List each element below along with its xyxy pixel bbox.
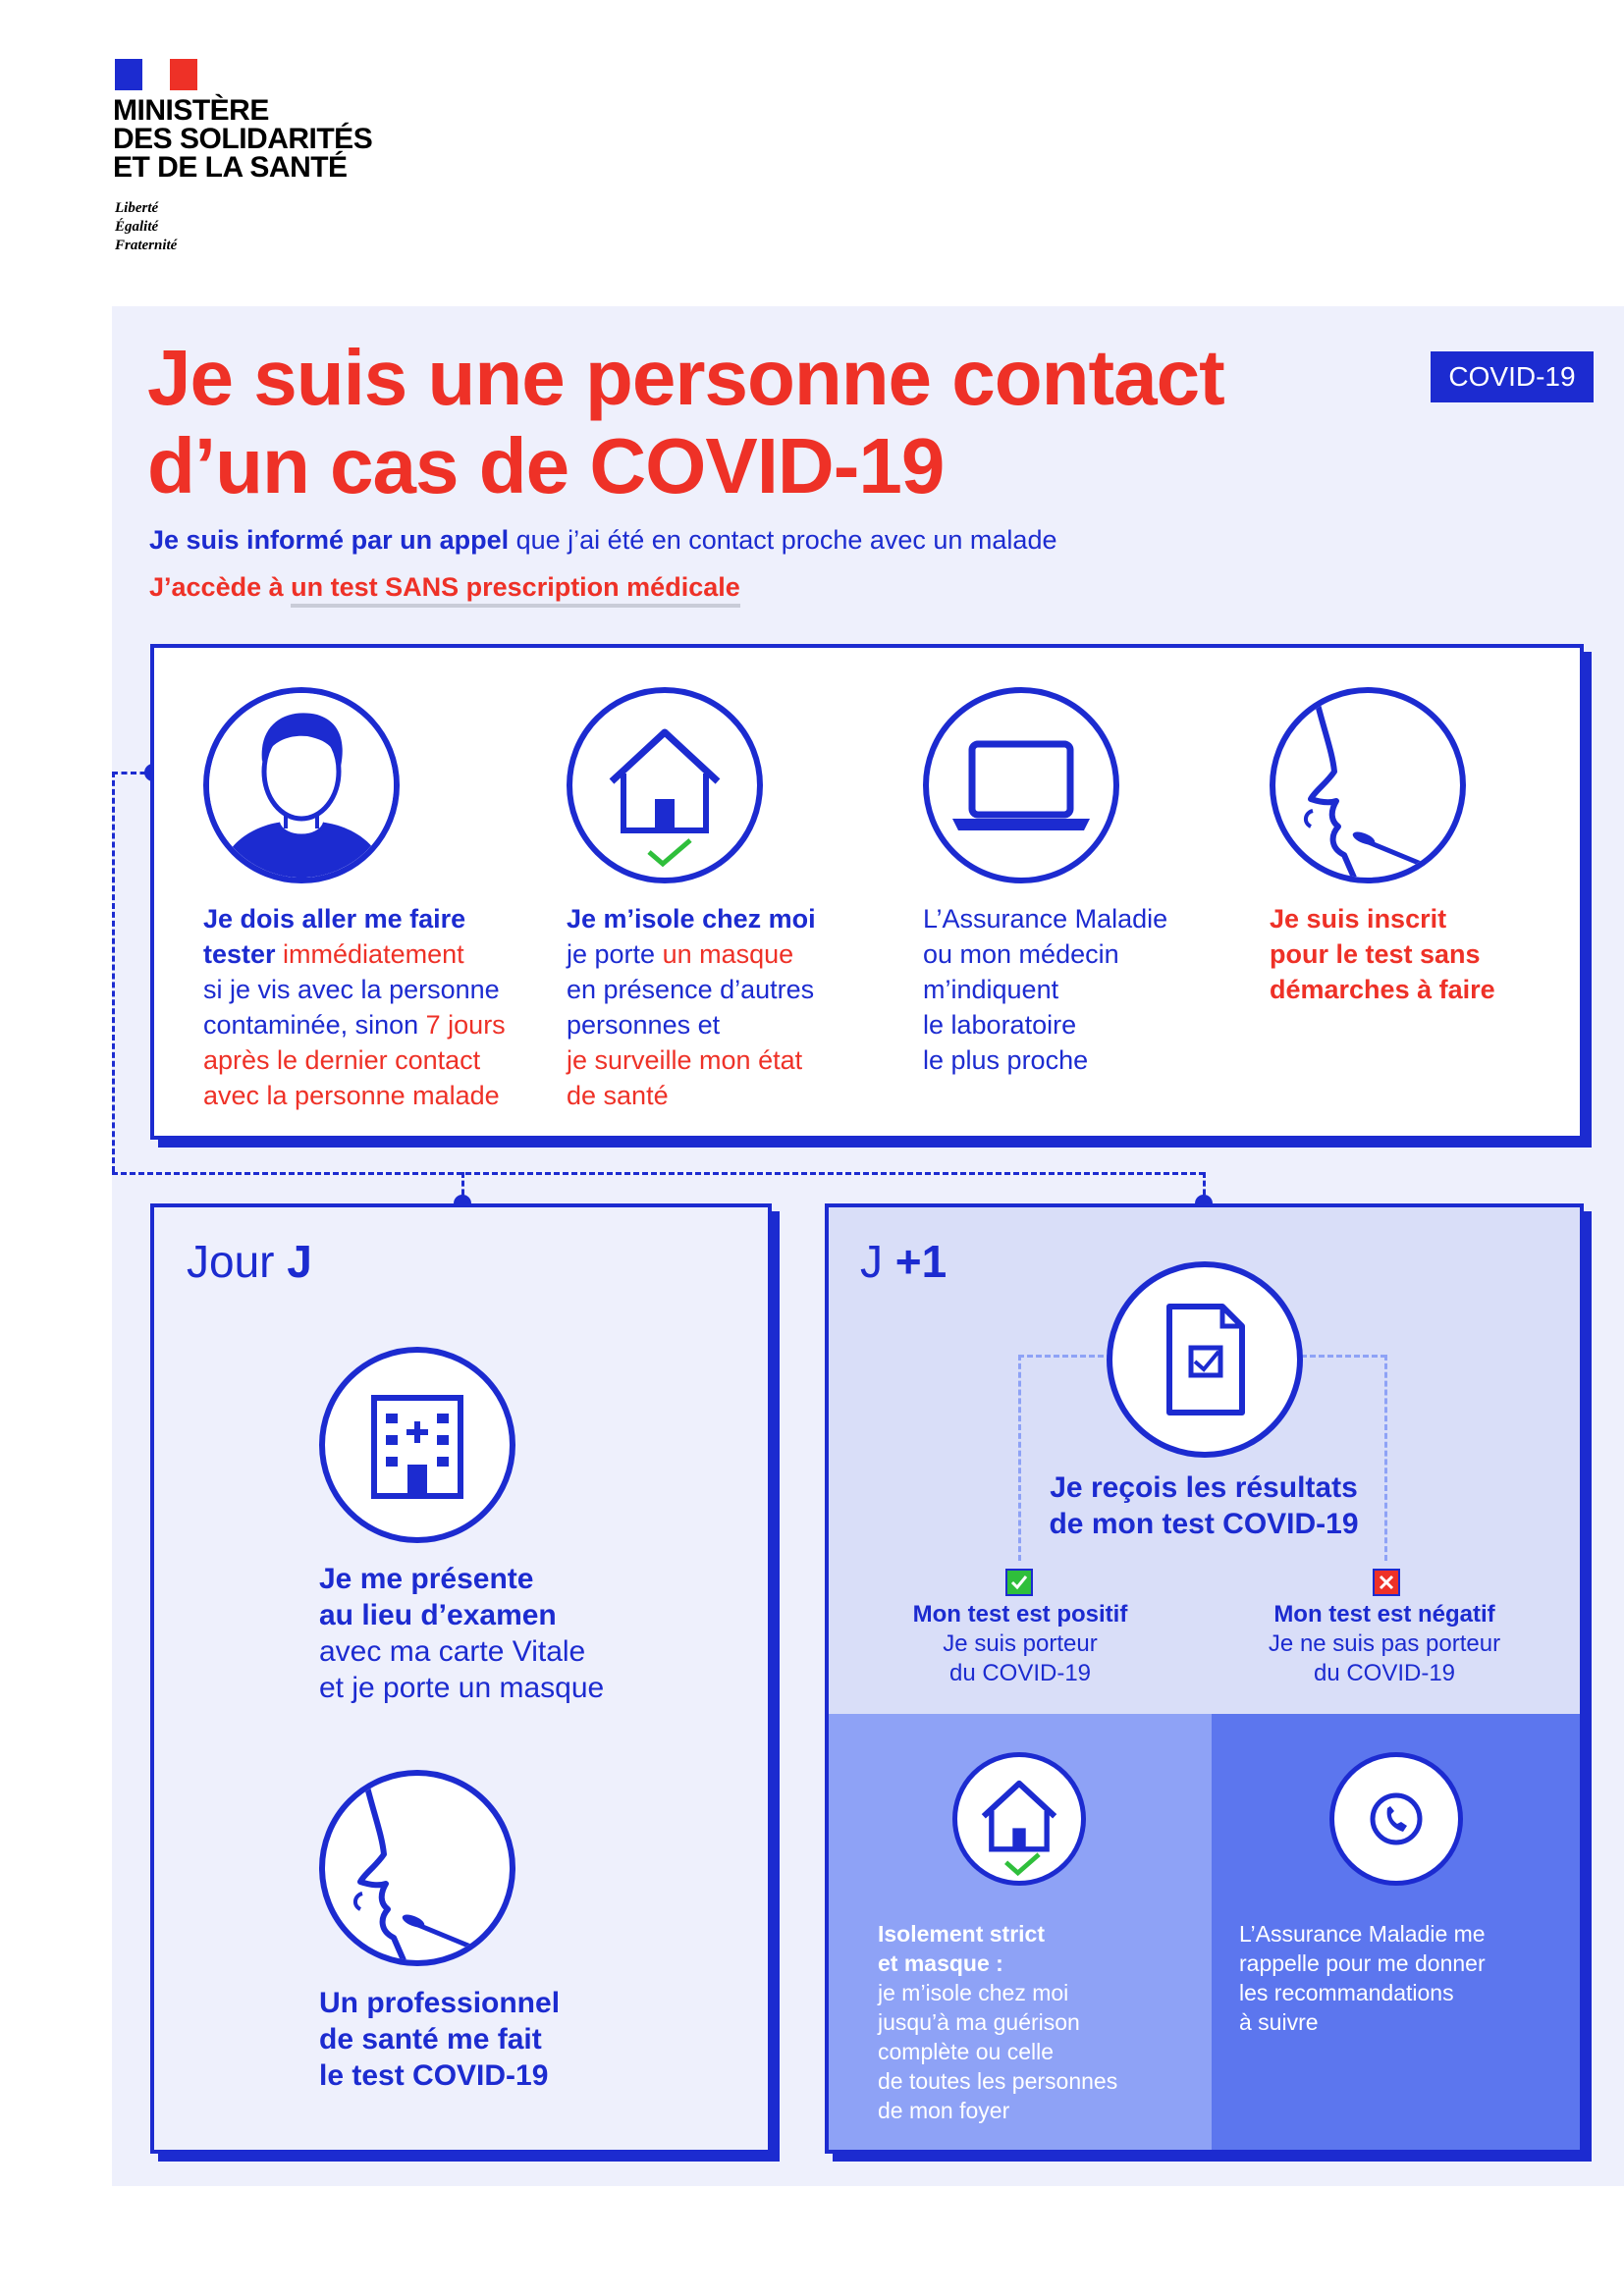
intro-line-2: J’accède à un test SANS prescription médicale: [149, 572, 740, 603]
isolation-text: Isolement strict et masque : je m’isole chez moi jusqu’à ma guérison complète ou celle de toutes les personnes de mon foyer: [878, 1921, 1118, 2123]
covid-tag: COVID-19: [1431, 351, 1594, 402]
home-check-icon: [567, 687, 763, 883]
positive-result: Mon test est positif Je suis porteur du COVID-19: [912, 1601, 1128, 1686]
callback-text: L’Assurance Maladie me rappelle pour me donner les recommandations à suivre: [1239, 1921, 1486, 2035]
nasal-swab-icon: [1270, 687, 1466, 883]
results-text: Je reçois les résultats de mon test COVID-19: [1049, 1471, 1359, 1540]
step1-text: Je dois aller me faire tester immédiatement si je vis avec la personne contaminée, sinon 7 jours après le dernier contact avec la personne malade: [203, 904, 506, 1110]
connector-line: [112, 1172, 1205, 1175]
laptop-icon: [923, 687, 1119, 883]
day-j-step1-text: Je me présente au lieu d’examen avec ma carte Vitale et je porte un masque: [319, 1563, 605, 1704]
step3-text: L’Assurance Maladie ou mon médecin m’indiquent le laboratoire le plus proche: [923, 904, 1168, 1075]
page-title: Je suis une personne contact d’un cas de COVID-19: [147, 334, 1224, 509]
intro-line-1: Je suis informé par un appel que j’ai été en contact proche avec un malade: [149, 525, 1057, 555]
phone-icon: [1329, 1752, 1463, 1886]
connector-line: [112, 772, 115, 1172]
day-j1-label: J +1: [860, 1236, 947, 1287]
positive-check-icon: [1005, 1569, 1033, 1596]
home-check-icon: [952, 1752, 1086, 1886]
document-check-icon: [1107, 1261, 1303, 1458]
negative-cross-icon: [1373, 1569, 1400, 1596]
day-j-step2-text: Un professionnel de santé me fait le test COVID-19: [319, 1987, 561, 2092]
day-j-label: Jour J: [187, 1236, 312, 1287]
republic-flag-logo: [115, 59, 197, 90]
motto: Liberté Égalité Fraternité: [115, 200, 178, 253]
negative-result: Mon test est négatif Je ne suis pas porteur du COVID-19: [1268, 1601, 1501, 1686]
step4-text: Je suis inscrit pour le test sans démarches à faire: [1270, 904, 1495, 1004]
hospital-icon: [319, 1347, 515, 1543]
ministry-name: MINISTÈRE DES SOLIDARITÉS ET DE LA SANTÉ: [113, 94, 373, 184]
person-icon: [203, 687, 400, 883]
nasal-swab-icon: [319, 1770, 515, 1966]
step2-text: Je m’isole chez moi je porte un masque en présence d’autres personnes et je surveille mon état de santé: [567, 904, 816, 1110]
